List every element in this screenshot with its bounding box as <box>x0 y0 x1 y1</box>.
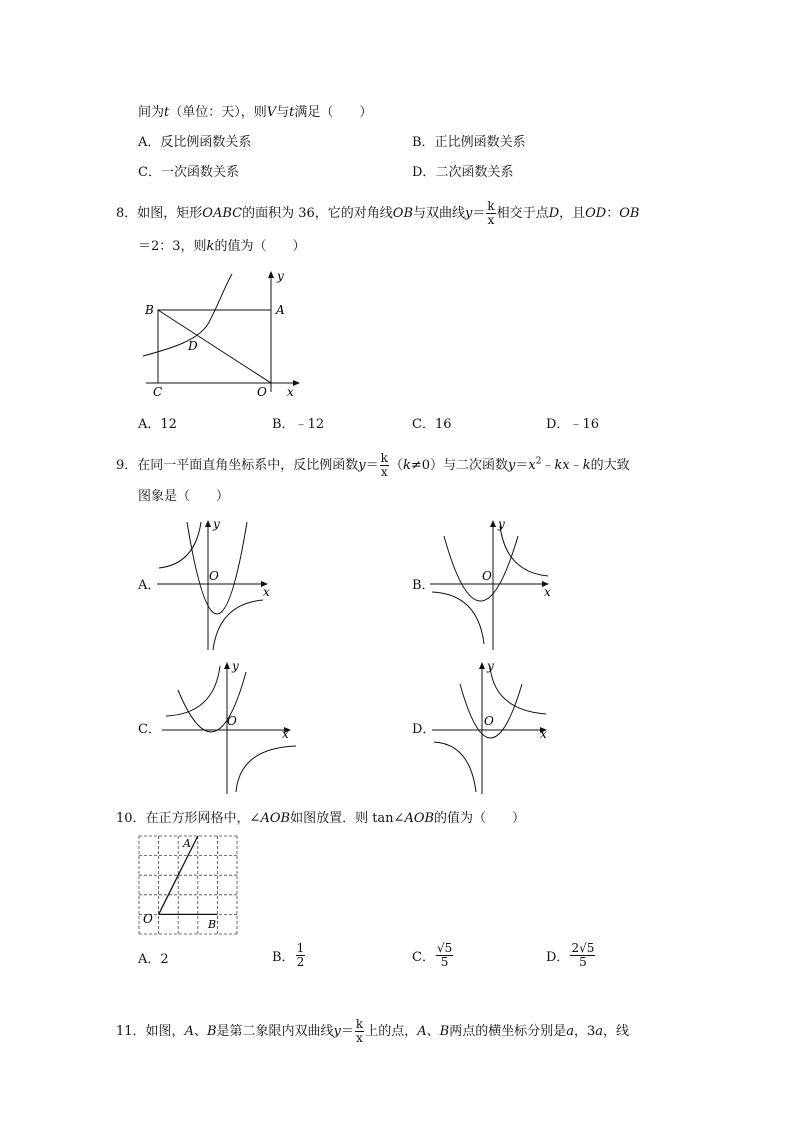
q9-option-d[interactable]: D． <box>412 722 436 737</box>
q8-option-c[interactable]: C．16 <box>412 417 452 432</box>
q10-option-d[interactable]: D． $\frac{2√5}{5}$ <box>546 941 595 969</box>
q8-figure <box>138 266 308 400</box>
q8-label-x: x <box>287 385 294 399</box>
q8-label-a: A <box>276 303 285 317</box>
hyperbola-q4 <box>236 746 296 792</box>
q8-label-y: y <box>277 269 284 283</box>
q7-option-a[interactable]: A．反比例函数关系 <box>138 135 252 150</box>
label-o: O <box>482 569 492 583</box>
q9-graph-b <box>428 516 558 656</box>
q10-label-b: B <box>208 918 217 931</box>
y-arrow <box>479 662 485 669</box>
fraction-k-over-x: $\frac{k}{x}$ <box>487 199 495 227</box>
q8-stem-line2: ＝2：3，则k的值为（ ） <box>138 239 306 254</box>
q9-graph-d <box>430 658 560 798</box>
q9-option-a[interactable]: A． <box>138 578 161 593</box>
q10-grid <box>139 836 237 934</box>
parabola <box>187 522 247 614</box>
q8-option-a[interactable]: A．12 <box>138 417 177 432</box>
label-x: x <box>263 585 270 599</box>
fraction-1-over-2: $\frac{1}{2}$ <box>296 941 305 969</box>
q10-label-a: A <box>183 837 191 850</box>
label-o: O <box>209 569 219 583</box>
q8-y-arrow <box>268 271 274 278</box>
hyperbola-q4 <box>213 600 263 650</box>
label-y: y <box>487 659 494 673</box>
q11-stem: 11．如图，A、B是第二象限内双曲线y＝ $\frac{k}{x}$ 上的点，A、B两点的横坐标分别是a，3a，线 <box>116 1017 630 1045</box>
q10-stem: 10．在正方形网格中，∠AOB如图放置．则 tan∠AOB的值为（ ） <box>116 811 526 826</box>
q7-option-c[interactable]: C．一次函数关系 <box>138 165 239 180</box>
label-y: y <box>213 517 220 531</box>
q7-option-b[interactable]: B．正比例函数关系 <box>412 135 526 150</box>
label-x: x <box>282 727 289 741</box>
q8-x-arrow <box>293 380 300 386</box>
q10-option-a[interactable]: A．2 <box>138 952 169 967</box>
y-arrow <box>205 520 211 527</box>
q8-option-d[interactable]: D．﹣16 <box>546 417 599 432</box>
hyperbola-q3 <box>434 742 476 792</box>
hyperbola-q1 <box>490 666 546 714</box>
q8-label-d: D <box>188 339 198 353</box>
fraction-2sqrt5-over-5: $\frac{2√5}{5}$ <box>571 941 595 969</box>
q9-graph-a <box>155 516 275 656</box>
q9-stem: 9．在同一平面直角坐标系中，反比例函数y＝ $\frac{k}{x}$ （k≠0）与二次函数$y=x^2﹣kx﹣k$的大致 <box>116 451 630 479</box>
q10-label-o: O <box>143 912 153 926</box>
hyperbola-q2 <box>166 666 220 716</box>
label-x: x <box>544 585 551 599</box>
label-y: y <box>498 517 505 531</box>
fraction-k-over-x: $\frac{k}{x}$ <box>355 1017 364 1045</box>
q8-stem: 8．如图，矩形OABC的面积为 36，它的对角线OB与双曲线y＝ $\frac{k}{x}$ 相交于点D，且OD：OB <box>116 199 640 227</box>
parabola <box>444 536 518 601</box>
y-arrow <box>224 662 230 669</box>
q10-option-b[interactable]: B． $\frac{1}{2}$ <box>272 941 305 969</box>
fraction-sqrt5-over-5: $\frac{√5}{5}$ <box>436 941 453 969</box>
q8-option-b[interactable]: B．﹣12 <box>272 417 325 432</box>
label-o: O <box>227 714 237 728</box>
label-x: x <box>540 727 547 741</box>
label-y: y <box>232 659 239 673</box>
q7-stem: 间为t（单位：天），则V与t满足（ ） <box>138 105 373 120</box>
q9-option-c[interactable]: C． <box>138 722 161 737</box>
q8-label-b: B <box>145 303 154 317</box>
q9-graph-c <box>160 658 305 798</box>
q10-option-c[interactable]: C． $\frac{√5}{5}$ <box>412 941 453 969</box>
label-o: O <box>484 714 494 728</box>
y-arrow <box>490 520 496 527</box>
fraction-k-over-x: $\frac{k}{x}$ <box>380 451 388 479</box>
q10-grid-figure <box>138 834 240 938</box>
q7-option-d[interactable]: D．二次函数关系 <box>412 165 514 180</box>
q8-label-c: C <box>153 385 163 399</box>
q8-label-o: O <box>257 385 267 399</box>
q9-stem-line2: 图象是（ ） <box>138 489 230 504</box>
q9-option-b[interactable]: B． <box>412 578 435 593</box>
